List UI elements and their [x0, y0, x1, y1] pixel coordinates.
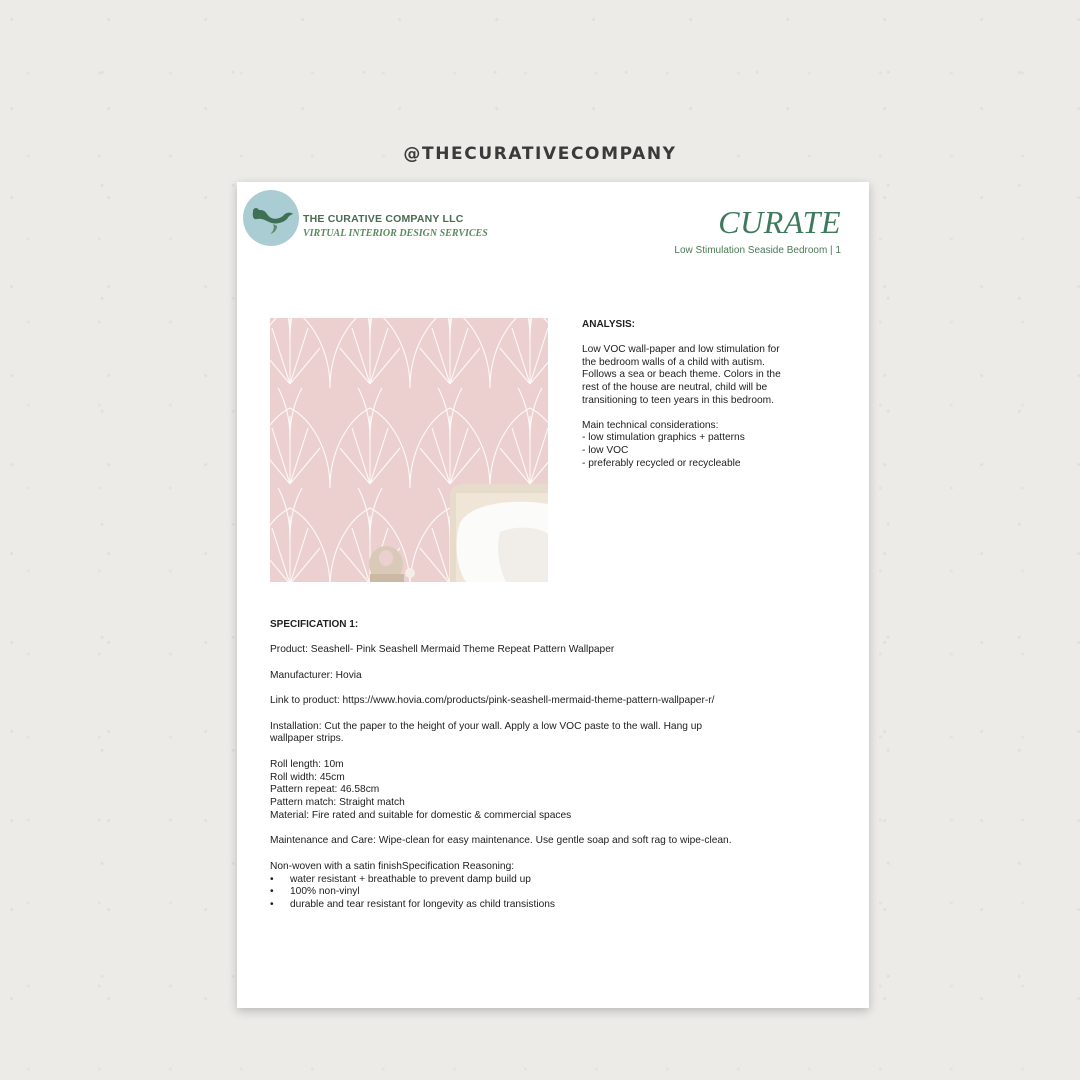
bullet-text: water resistant + breathable to prevent damp build up	[290, 873, 531, 885]
detail-pattern-repeat: Pattern repeat: 46.58cm	[270, 784, 380, 796]
analysis-section	[582, 319, 832, 470]
considerations-title: Main technical considerations:	[582, 419, 719, 431]
bullet-text: 100% non-vinyl	[290, 886, 360, 898]
project-title: Low Stimulation Seaside Bedroom | 1	[674, 245, 841, 256]
bullet-text: durable and tear resistant for longevity as child transistions	[290, 899, 556, 911]
bullet-icon: •	[270, 873, 274, 885]
instagram-handle: @THECURATIVECOMPANY	[403, 144, 677, 164]
document-page	[237, 182, 869, 1008]
analysis-line: the bedroom walls of a child with autism.	[582, 356, 765, 368]
seashell-wallpaper-image	[270, 318, 548, 582]
analysis-heading: ANALYSIS:	[582, 319, 635, 330]
detail-material: Material: Fire rated and suitable for domestic & commercial spaces	[270, 809, 572, 821]
product-line: Product: Seashell- Pink Seashell Mermaid Theme Repeat Pattern Wallpaper	[270, 644, 615, 656]
detail-roll-width: Roll width: 45cm	[270, 771, 345, 783]
maintenance-line: Maintenance and Care: Wipe-clean for easy maintenance. Use gentle soap and soft rag to wipe-clean.	[270, 835, 732, 847]
bullet-icon: •	[270, 886, 274, 898]
installation-line: wallpaper strips.	[270, 733, 344, 745]
analysis-line: rest of the house are neutral, child will be	[582, 381, 768, 393]
company-tagline: VIRTUAL INTERIOR DESIGN SERVICES	[303, 228, 488, 239]
manufacturer-line: Manufacturer: Hovia	[270, 669, 362, 681]
consideration-item: - low VOC	[582, 444, 629, 456]
consideration-item: - preferably recycled or recycleable	[582, 457, 741, 469]
analysis-line: Low VOC wall-paper and low stimulation for	[582, 344, 780, 356]
detail-pattern-match: Pattern match: Straight match	[270, 797, 405, 809]
analysis-line: transitioning to teen years in this bedroom.	[582, 394, 774, 406]
company-logo	[243, 190, 299, 246]
installation-line: Installation: Cut the paper to the height of your wall. Apply a low VOC paste to the wall. Hang up	[270, 720, 703, 732]
detail-roll-length: Roll length: 10m	[270, 758, 344, 770]
analysis-line: Follows a sea or beach theme. Colors in the	[582, 369, 781, 381]
bullet-icon: •	[270, 899, 274, 911]
product-link[interactable]: Link to product: https://www.hovia.com/products/pink-seashell-mermaid-theme-pattern-wallpaper-r/	[270, 695, 715, 707]
mermaid-logo-icon	[243, 190, 299, 246]
reasoning-bullet	[270, 899, 845, 912]
brand-title: CURATE	[718, 204, 841, 240]
reasoning-intro: Non-woven with a satin finishSpecification Reasoning:	[270, 860, 515, 872]
specification-heading: SPECIFICATION 1:	[270, 619, 359, 630]
reasoning-bullet	[270, 874, 845, 887]
wallpaper-photo	[270, 318, 548, 582]
reasoning-bullet	[270, 886, 845, 899]
consideration-item: - low stimulation graphics + patterns	[582, 432, 745, 444]
company-name: THE CURATIVE COMPANY LLC	[303, 213, 464, 225]
specification-section	[270, 619, 845, 912]
